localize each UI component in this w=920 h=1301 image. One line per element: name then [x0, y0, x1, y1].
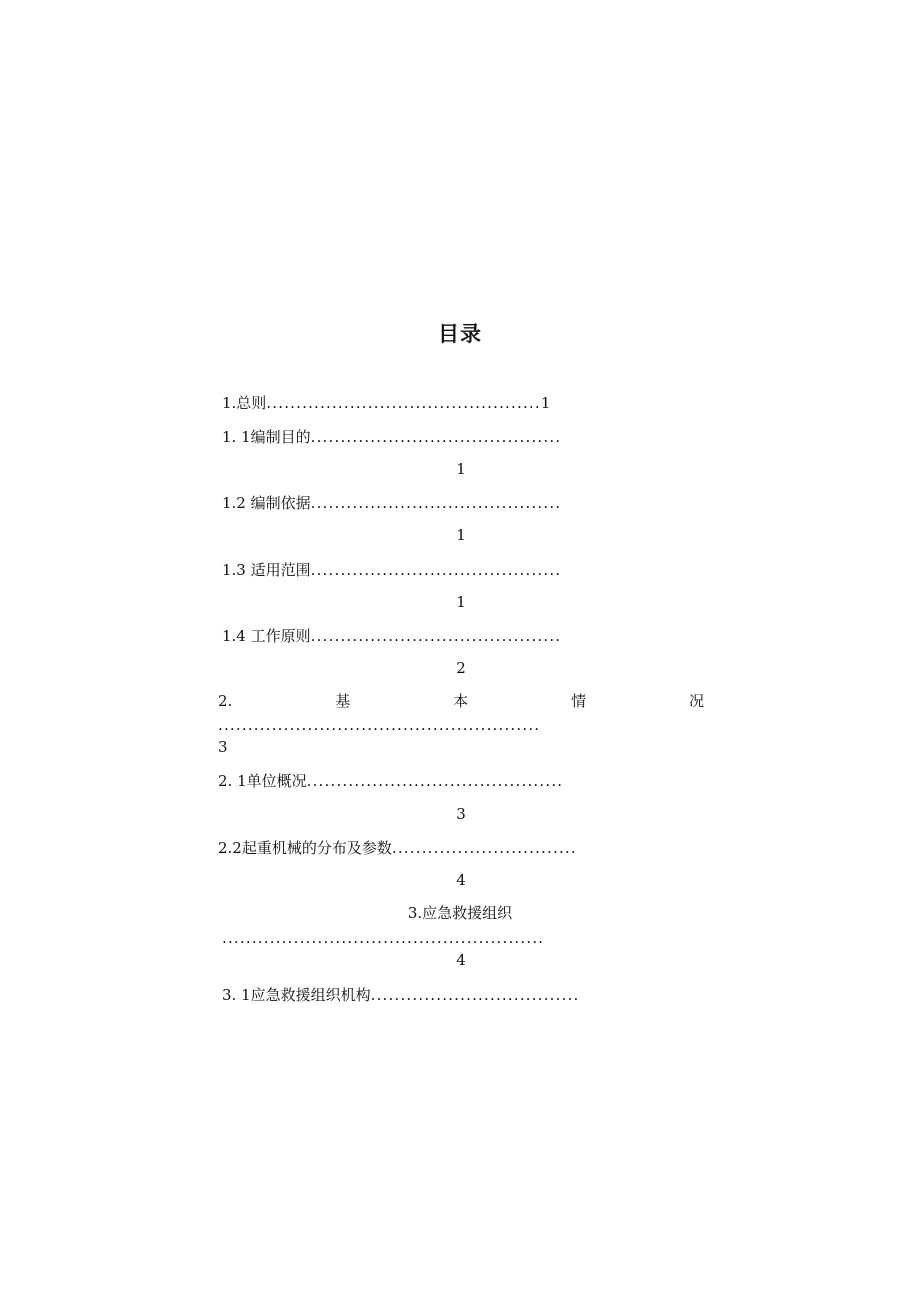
- toc-leader-dots: ...........................................: [306, 772, 564, 790]
- toc-leader-dots: ..........................................: [310, 561, 562, 579]
- toc-entry-purpose[interactable]: [222, 427, 561, 447]
- toc-entry-emergency-structure[interactable]: [222, 985, 580, 1005]
- toc-entry-basis[interactable]: [222, 493, 561, 513]
- toc-entry-principles[interactable]: [222, 626, 561, 646]
- toc-entry-label: 1.2 编制依据: [222, 494, 311, 512]
- toc-entry-char: 本: [453, 692, 469, 710]
- toc-entry-unit-overview[interactable]: [218, 771, 563, 791]
- toc-entry-emergency-org[interactable]: 3.应急救援组织: [407, 904, 513, 922]
- toc-page-number: 3: [456, 805, 466, 823]
- toc-page-number: 2: [456, 659, 466, 677]
- toc-entry-label: 1.总则: [222, 394, 267, 412]
- toc-entry-char: 情: [571, 692, 587, 710]
- toc-entry-label: 1.4 工作原则: [222, 627, 311, 645]
- toc-page-number: 4: [456, 951, 466, 969]
- toc-entry-char: 基: [335, 692, 351, 710]
- toc-page-number: 1: [456, 526, 466, 544]
- toc-page-number: 3: [218, 738, 228, 756]
- toc-page-number: 1: [456, 593, 466, 611]
- toc-entry-label: 1. 1编制目的: [222, 428, 311, 446]
- toc-leader-dots: ..............................................: [266, 394, 541, 412]
- toc-leader-dots: ..........................................: [310, 627, 562, 645]
- toc-entry-char: 况: [688, 692, 704, 710]
- toc-leader-dots: ..........................................: [310, 494, 562, 512]
- toc-entry-label: 2.2起重机械的分布及参数: [218, 839, 392, 857]
- toc-entry-number: 2.: [218, 692, 233, 710]
- toc-leader-dots: ...................................: [370, 986, 580, 1004]
- toc-entry-label: 1.3 适用范围: [222, 561, 311, 579]
- toc-page-number: 4: [456, 871, 466, 889]
- toc-entry-scope[interactable]: [222, 560, 561, 580]
- toc-leader-dots: ......................................................: [218, 716, 541, 734]
- toc-leader-dots: ..........................................: [310, 428, 562, 446]
- toc-leader-dots: ...............................: [391, 839, 577, 857]
- toc-page-number: 1: [456, 460, 466, 478]
- toc-leader-dots: ......................................................: [222, 929, 545, 947]
- toc-entry-basic-situation[interactable]: [218, 691, 704, 711]
- toc-entry-label: 3. 1应急救援组织机构: [222, 986, 371, 1004]
- toc-page-number: 1: [540, 394, 551, 412]
- page-title: 目录: [438, 322, 482, 346]
- toc-entry-crane-distribution[interactable]: [218, 838, 577, 858]
- toc-entry-general[interactable]: [222, 393, 550, 413]
- toc-entry-label: 2. 1单位概况: [218, 772, 307, 790]
